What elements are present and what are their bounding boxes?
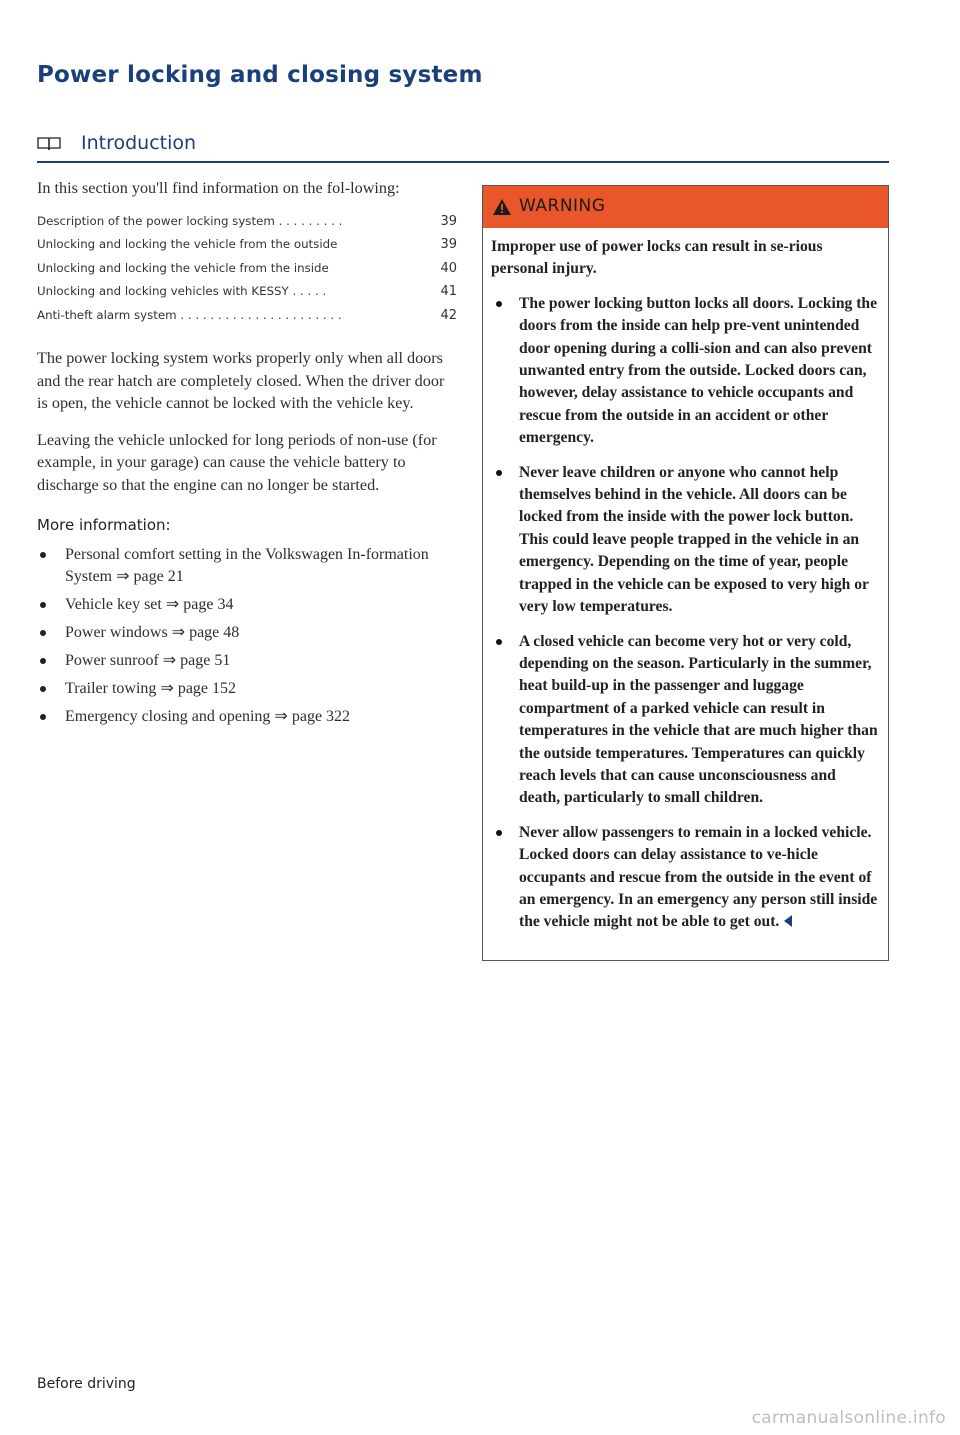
intro-paragraph: The power locking system works properly only when all doors and the rear hatch are completely closed. When the driver door is open, the vehicle cannot be locked with the vehicle key.: [37, 349, 445, 412]
intro-paragraph: Leaving the vehicle unlocked for long periods of non-use (for example, in your garage) can cause the vehicle battery to discharge so that the engine can no longer be started.: [37, 430, 437, 494]
warning-triangle-icon: [492, 198, 512, 216]
reference-text: Personal comfort setting in the Volkswagen In-formation System ⇒ page 21: [65, 546, 429, 585]
warning-text: Never leave children or anyone who cannot help themselves behind in the vehicle. All doors can be locked from the inside with the power lock button. This could leave people trapped in the vehicle in an emergency. Depending on the time of year, people trapped in the vehicle can be exposed to very high or very low temperatures.: [519, 463, 869, 616]
bullet-icon: [496, 639, 502, 645]
toc-page: 41: [440, 284, 457, 299]
section-header: [37, 128, 889, 163]
cross-reference-link[interactable]: [37, 678, 457, 700]
cross-reference-link[interactable]: [37, 544, 457, 588]
toc-label: Description of the power locking system . . . . . . . . .: [37, 213, 343, 228]
more-info-heading: More information:: [37, 516, 171, 534]
toc-page: 42: [440, 307, 457, 323]
reference-text: Emergency closing and opening ⇒ page 322: [65, 708, 351, 725]
bullet-icon: [40, 658, 46, 664]
warning-item: [491, 822, 878, 934]
page-footer: Before driving: [37, 1376, 136, 1392]
end-of-section-icon: [784, 915, 792, 927]
warning-title: WARNING: [519, 196, 606, 216]
cross-reference-link[interactable]: [37, 706, 457, 728]
intro-lead: In this section you'll find information on the fol-lowing:: [37, 179, 400, 197]
bullet-icon: [40, 602, 46, 608]
section-title: Introduction: [81, 132, 197, 154]
page-title: Power locking and closing system: [37, 62, 483, 88]
cross-reference-link[interactable]: [37, 622, 457, 644]
bullet-icon: [496, 830, 502, 836]
bullet-icon: [496, 301, 502, 307]
reference-text: Power windows ⇒ page 48: [65, 624, 240, 641]
cross-reference-link[interactable]: [37, 650, 457, 672]
toc-row[interactable]: [37, 237, 457, 261]
toc-label: Unlocking and locking the vehicle from the inside: [37, 260, 329, 275]
warning-item: [491, 293, 878, 450]
warning-text: Never allow passengers to remain in a locked vehicle. Locked doors can delay assistance to ve-hicle occupants and rescue from the outside in the event of an emergency. In an emergency any person still inside the vehicle might not be able to get out.: [519, 823, 878, 931]
cross-reference-link[interactable]: [37, 594, 457, 616]
toc-row[interactable]: [37, 214, 457, 238]
toc-label: Anti-theft alarm system . . . . . . . . . . . . . . . . . . . . . .: [37, 307, 342, 322]
toc-label: Unlocking and locking the vehicle from the outside: [37, 237, 338, 251]
toc-page: 39: [440, 237, 457, 252]
warning-box: [482, 185, 889, 961]
reference-text: Power sunroof ⇒ page 51: [65, 652, 231, 669]
bullet-icon: [40, 552, 46, 558]
bullet-icon: [40, 630, 46, 636]
warning-item: [491, 462, 878, 619]
toc-label: Unlocking and locking vehicles with KESSY . . . . .: [37, 284, 327, 298]
book-icon: [37, 137, 61, 151]
reference-text: Trailer towing ⇒ page 152: [65, 680, 237, 697]
intro-column: [37, 177, 457, 734]
bullet-icon: [40, 686, 46, 692]
bullet-icon: [496, 470, 502, 476]
warning-text: A closed vehicle can become very hot or very cold, depending on the season. Particularly in the summer, heat build-up in the passenger and luggage compartment of a parked vehicle can result in temperatures in the vehicle that are much higher than the outside temperatures. Temperatures can quickly reach levels that can cause unconsciousness and death, particularly to small children.: [519, 632, 878, 807]
toc-row[interactable]: [37, 308, 457, 332]
toc-page: 39: [440, 213, 457, 229]
warning-body: [483, 228, 888, 934]
watermark: carmanualsonline.info: [751, 1408, 946, 1428]
warning-item: [491, 631, 878, 810]
toc-list: [37, 214, 457, 332]
more-info-list: [37, 544, 457, 728]
warning-text: The power locking button locks all doors. Locking the doors from the inside can help pre-vent unintended door opening during a colli-sion and can also prevent unwanted entry from the outside. Locked doors can, however, delay assistance to vehicle occupants and rescue from the outside in an accident or other emergency.: [519, 294, 877, 447]
toc-row[interactable]: [37, 284, 457, 308]
bullet-icon: [40, 714, 46, 720]
toc-row[interactable]: [37, 261, 457, 285]
warning-header: [483, 186, 888, 228]
reference-text: Vehicle key set ⇒ page 34: [65, 596, 234, 613]
warning-lead: Improper use of power locks can result in se-rious personal injury.: [491, 238, 823, 278]
toc-page: 40: [440, 260, 457, 276]
warning-list: [491, 293, 878, 934]
